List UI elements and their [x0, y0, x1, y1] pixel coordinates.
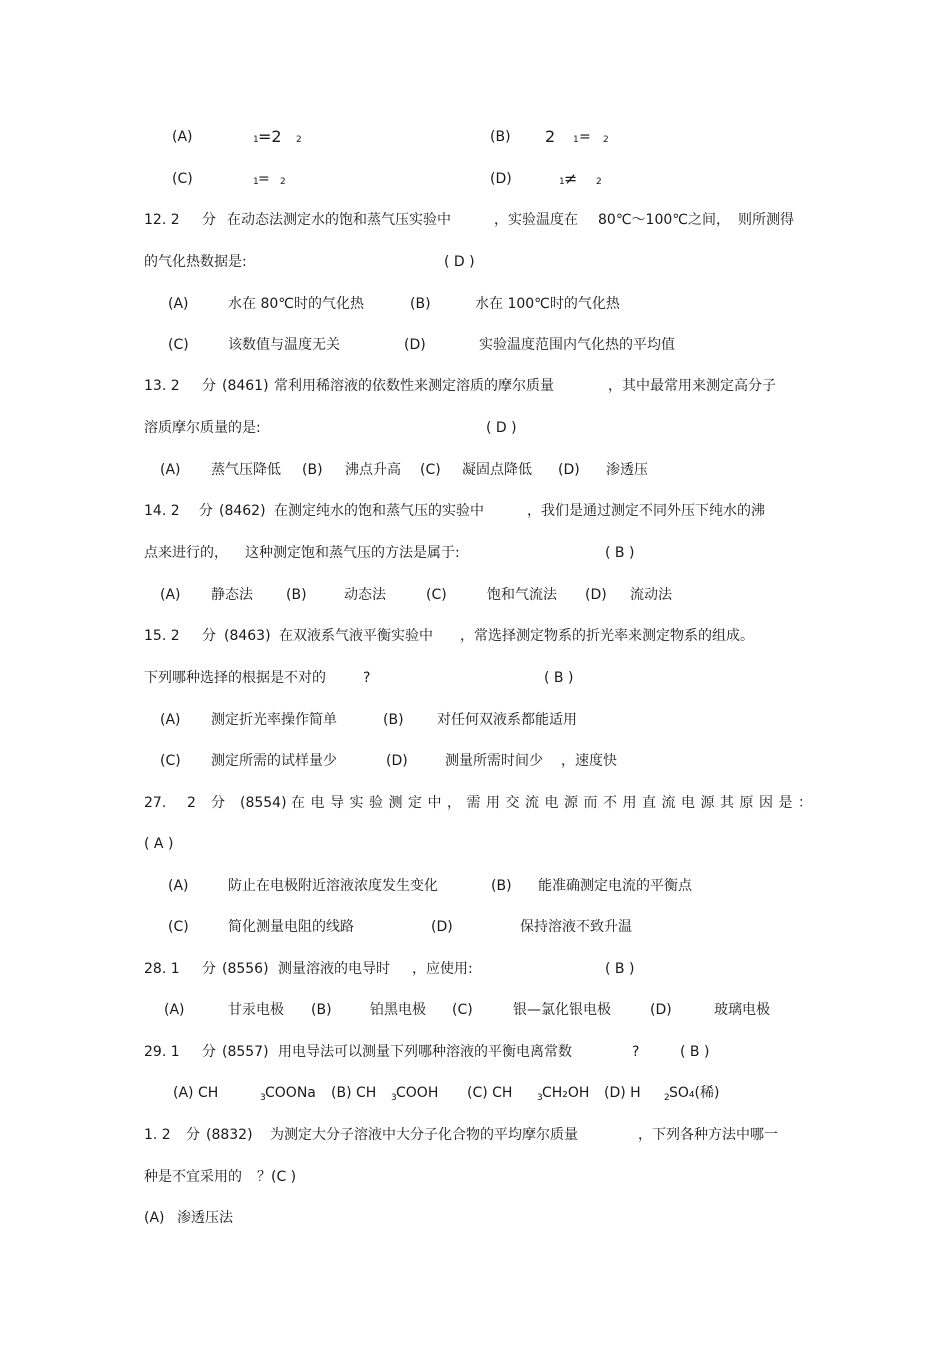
- answer: ( A ): [144, 836, 174, 852]
- question-text: 在测定纯水的饱和蒸气压的实验中: [274, 503, 484, 519]
- question-code: (8556): [222, 961, 269, 977]
- answer: ( D ): [486, 420, 517, 436]
- question-code: (8463): [224, 628, 271, 644]
- points-label: 分: [186, 1127, 200, 1143]
- option-label: (C): [426, 587, 447, 603]
- question-text: 的气化热数据是:: [144, 254, 247, 270]
- option-text: 测量所需时间少: [445, 753, 543, 769]
- question-mark: ?: [363, 670, 371, 686]
- question-mark: ?: [632, 1044, 640, 1060]
- subscript: 3: [537, 1093, 543, 1103]
- option-label: (C): [168, 919, 189, 935]
- subscript: 3: [260, 1093, 266, 1103]
- question-15-line-1: [0, 624, 950, 648]
- subscript: 2: [296, 135, 302, 145]
- option-text: 甘汞电极: [228, 1002, 284, 1018]
- answer: ( B ): [605, 961, 635, 977]
- option-text: 蒸气压降低: [211, 462, 281, 478]
- option-text: 测定折光率操作简单: [211, 712, 337, 728]
- option-label: (D): [490, 171, 512, 187]
- option-label: (D): [386, 753, 408, 769]
- question-text: 常利用稀溶液的依数性来测定溶质的摩尔质量: [274, 378, 554, 394]
- question-13-line-1: [0, 374, 950, 398]
- option-label: (D): [650, 1002, 672, 1018]
- question-12-options-2: [0, 333, 950, 357]
- question-code: (8554): [240, 795, 287, 811]
- option-label: (C): [172, 171, 193, 187]
- subscript: 1: [253, 135, 259, 145]
- question-14-options: [0, 583, 950, 607]
- relation: =2: [258, 127, 282, 146]
- question-text: ，我们是通过测定不同外压下纯水的沸: [527, 503, 765, 519]
- question-12-options-1: [0, 292, 950, 316]
- option-text: 测定所需的试样量少: [211, 753, 337, 769]
- question-14-line-2: [0, 541, 950, 565]
- option-label: (B): [302, 462, 323, 478]
- question-code: (8832): [206, 1127, 253, 1143]
- subscript: 2: [280, 177, 286, 187]
- option-text: SO₄(稀): [669, 1085, 720, 1101]
- option-label: (A): [160, 587, 181, 603]
- option-label: (A): [160, 712, 181, 728]
- option-label: (B): [311, 1002, 332, 1018]
- option-label: (B): [383, 712, 404, 728]
- question-15-line-2: [0, 666, 950, 690]
- answer: ( D ): [444, 254, 475, 270]
- option-label: (C): [420, 462, 441, 478]
- question-13-line-2: [0, 416, 950, 440]
- question-text: 这种测定饱和蒸气压的方法是属于:: [245, 545, 460, 561]
- question-text: 在电导实验测定中，需用交流电源而不用直流电源其原因是：: [291, 795, 818, 811]
- question-27-line-2: [0, 832, 950, 856]
- option-text: (C) CH: [467, 1085, 513, 1101]
- option-label: (C): [168, 337, 189, 353]
- points-label: 分: [202, 212, 216, 228]
- option-label: (D): [404, 337, 426, 353]
- question-text: 在动态法测定水的饱和蒸气压实验中: [227, 212, 451, 228]
- question-text: 为测定大分子溶液中大分子化合物的平均摩尔质量: [270, 1127, 578, 1143]
- option-label: (B): [491, 878, 512, 894]
- option-text: (D) H: [604, 1085, 641, 1101]
- question-12-line-2: [0, 250, 950, 274]
- question-13-options: [0, 458, 950, 482]
- option-label: (A): [144, 1210, 165, 1226]
- question-text: 在双液系气液平衡实验中: [279, 628, 433, 644]
- option-text: COONa: [265, 1085, 316, 1101]
- question-text: ，应使用:: [412, 961, 473, 977]
- answer: ( B ): [680, 1044, 710, 1060]
- question-text: 测量溶液的电导时: [278, 961, 390, 977]
- question-text: 溶质摩尔质量的是:: [144, 420, 261, 436]
- relation: ≠: [564, 169, 578, 188]
- question-text: 用电导法可以测量下列哪种溶液的平衡电离常数: [278, 1044, 572, 1060]
- option-text: 保持溶液不致升温: [520, 919, 632, 935]
- option-label: (A): [164, 1002, 185, 1018]
- option-text: 玻璃电极: [714, 1002, 770, 1018]
- relation: =: [579, 129, 591, 145]
- points-label: 分: [202, 961, 216, 977]
- question-text: 种是不宜采用的: [144, 1169, 242, 1185]
- option-label: (D): [431, 919, 453, 935]
- option-label: (B): [286, 587, 307, 603]
- answer: ( B ): [544, 670, 574, 686]
- option-label: (D): [558, 462, 580, 478]
- question-number: 15. 2: [144, 628, 180, 644]
- option-text: 沸点升高: [345, 462, 401, 478]
- option-text: (B) CH: [331, 1085, 377, 1101]
- question-code: (8461): [222, 378, 269, 394]
- question-29-line-1: [0, 1040, 950, 1064]
- question-text: ，常选择测定物系的折光率来测定物系的组成。: [460, 628, 754, 644]
- points-label: 分: [202, 378, 216, 394]
- question-15-options-2: [0, 749, 950, 773]
- option-label: (C): [160, 753, 181, 769]
- option-text: 动态法: [344, 587, 386, 603]
- option-text: 实验温度范围内气化热的平均值: [479, 337, 675, 353]
- option-text: 流动法: [630, 587, 672, 603]
- option-text: 该数值与温度无关: [228, 337, 340, 353]
- option-label: (B): [490, 129, 511, 145]
- question-28-options: [0, 998, 950, 1022]
- question-number: 13. 2: [144, 378, 180, 394]
- question-code: (8557): [222, 1044, 269, 1060]
- option-text: 能准确测定电流的平衡点: [538, 878, 692, 894]
- q11-options-row-1: [0, 125, 950, 149]
- option-label: (A): [168, 878, 189, 894]
- question-text: ，下列各种方法中哪一: [638, 1127, 778, 1143]
- option-label: (A): [160, 462, 181, 478]
- question-text: 下列哪种选择的根据是不对的: [144, 670, 326, 686]
- option-label: (D): [585, 587, 607, 603]
- question-1-line-2: [0, 1165, 950, 1189]
- points-label: 分: [202, 1044, 216, 1060]
- coefficient: 2: [545, 127, 556, 146]
- question-27-options-1: [0, 874, 950, 898]
- question-1-options: [0, 1206, 950, 1230]
- question-text: ，实验温度在: [494, 212, 578, 228]
- option-text: 渗透压法: [177, 1210, 233, 1226]
- question-29-options: [0, 1081, 950, 1105]
- subscript: 2: [664, 1093, 670, 1103]
- question-text: 80℃～100℃之间，: [598, 212, 730, 228]
- option-text: 凝固点降低: [462, 462, 532, 478]
- question-15-options-1: [0, 708, 950, 732]
- option-text: 银—氯化银电极: [513, 1002, 611, 1018]
- option-text: 饱和气流法: [487, 587, 557, 603]
- question-1-line-1: [0, 1123, 950, 1147]
- option-label: (C): [452, 1002, 473, 1018]
- subscript: 1: [253, 177, 259, 187]
- question-27-options-2: [0, 915, 950, 939]
- question-number: 27.: [144, 795, 167, 811]
- relation: =: [258, 171, 270, 187]
- question-14-line-1: [0, 499, 950, 523]
- question-text: ，其中最常用来测定高分子: [608, 378, 776, 394]
- option-text: 对任何双液系都能适用: [437, 712, 577, 728]
- option-text: COOH: [396, 1085, 439, 1101]
- subscript: 2: [603, 135, 609, 145]
- option-text: 水在 100℃时的气化热: [475, 296, 620, 312]
- question-score: 2: [187, 795, 196, 811]
- subscript: 1: [573, 135, 579, 145]
- answer: ？(C ): [257, 1169, 297, 1185]
- question-number: 1. 2: [144, 1127, 171, 1143]
- option-text: 防止在电极附近溶液浓度发生变化: [228, 878, 438, 894]
- question-text: 则所测得: [738, 212, 794, 228]
- option-text: 静态法: [211, 587, 253, 603]
- answer: ( B ): [605, 545, 635, 561]
- question-text: 点来进行的，: [144, 545, 228, 561]
- question-number: 29. 1: [144, 1044, 180, 1060]
- question-number: 12. 2: [144, 212, 180, 228]
- subscript: 3: [391, 1093, 397, 1103]
- subscript: 2: [596, 177, 602, 187]
- option-label: (B): [410, 296, 431, 312]
- question-12-line-1: [0, 208, 950, 232]
- option-label: (A): [172, 129, 193, 145]
- option-text: ，速度快: [561, 753, 617, 769]
- question-28-line-1: [0, 957, 950, 981]
- option-text: (A) CH: [173, 1085, 219, 1101]
- option-label: (A): [168, 296, 189, 312]
- question-number: 14. 2: [144, 503, 180, 519]
- subscript: 1: [559, 177, 565, 187]
- option-text: 渗透压: [606, 462, 648, 478]
- q11-options-row-2: [0, 167, 950, 191]
- points-label: 分: [199, 503, 213, 519]
- option-text: CH₂OH: [542, 1085, 590, 1101]
- option-text: 水在 80℃时的气化热: [228, 296, 364, 312]
- option-text: 铂黑电极: [370, 1002, 426, 1018]
- question-code: (8462): [219, 503, 266, 519]
- points-label: 分: [202, 628, 216, 644]
- question-number: 28. 1: [144, 961, 180, 977]
- question-27-line-1: [0, 791, 950, 815]
- option-text: 简化测量电阻的线路: [228, 919, 354, 935]
- points-label: 分: [211, 795, 225, 811]
